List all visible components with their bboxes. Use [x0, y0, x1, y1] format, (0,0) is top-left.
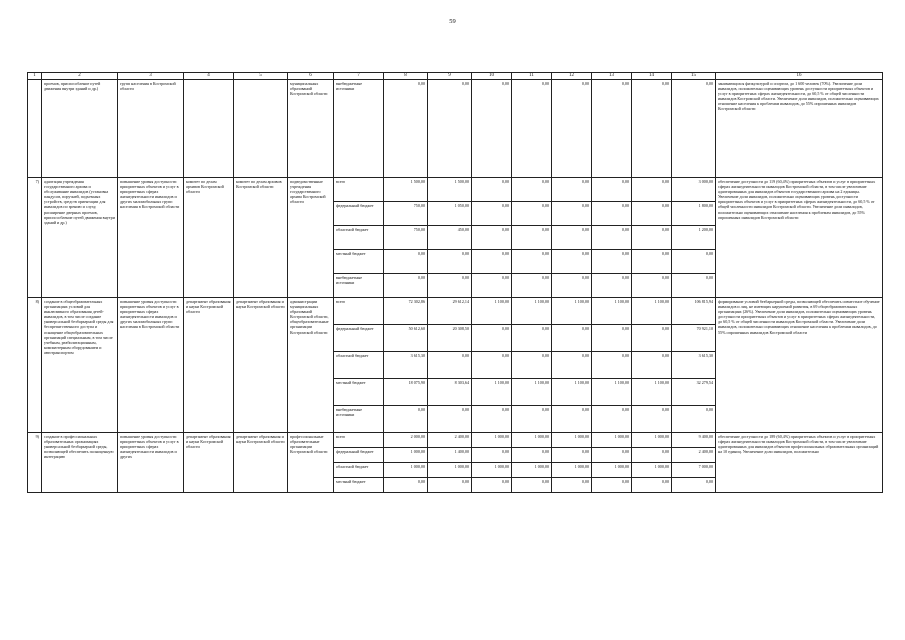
- funding-value: 0,00: [472, 352, 512, 379]
- funding-value: 0,00: [384, 274, 428, 298]
- funding-value: 0,00: [632, 226, 672, 250]
- funding-value: 0,00: [512, 448, 552, 463]
- funding-value: 0,00: [632, 448, 672, 463]
- funding-value: 1 800,00: [672, 202, 716, 226]
- responsible-agency: департамент образования и науки Костромской области: [184, 298, 234, 433]
- header-cell: 9: [428, 73, 472, 80]
- funding-value: 9 400,00: [672, 433, 716, 448]
- header-cell: 13: [592, 73, 632, 80]
- responsible-agency: комитет по делам архивов Костромской области: [184, 178, 234, 298]
- funding-value: 1 000,00: [384, 448, 428, 463]
- funding-value: 0,00: [472, 250, 512, 274]
- funding-source: всего: [334, 298, 384, 325]
- funding-value: 0,00: [592, 406, 632, 433]
- funding-value: 0,00: [632, 80, 672, 178]
- funding-value: 1 000,00: [512, 463, 552, 478]
- funding-value: 1 000,00: [512, 433, 552, 448]
- funding-value: 1 100,00: [512, 298, 552, 325]
- funding-value: 0,00: [552, 478, 592, 493]
- funding-value: 0,00: [512, 406, 552, 433]
- row-number: 7): [28, 178, 42, 298]
- funding-value: 0,00: [632, 202, 672, 226]
- responsible-agency: [184, 80, 234, 178]
- funding-value: 0,00: [472, 274, 512, 298]
- funding-value: 0,00: [384, 406, 428, 433]
- funding-value: 1 100,00: [632, 379, 672, 406]
- funding-value: 1 100,00: [592, 298, 632, 325]
- measure-goal: повышение уровня доступности приоритетных объектов и услуг в приоритетных сферах жизнедеятельности инвалидов и других маломобильных групп населения в Костромской области: [118, 298, 184, 433]
- participants: подведомственные учреждения государственного архива Костромской области: [288, 178, 334, 298]
- funding-value: 0,00: [384, 80, 428, 178]
- funding-value: 0,00: [428, 478, 472, 493]
- funding-value: 1 100,00: [552, 379, 592, 406]
- funding-source: федеральный бюджет: [334, 202, 384, 226]
- funding-value: 0,00: [472, 80, 512, 178]
- funding-value: 0,00: [592, 274, 632, 298]
- executor-agency: департамент образования и науки Костромской области: [234, 433, 288, 493]
- funding-value: 0,00: [512, 250, 552, 274]
- funding-source: всего: [334, 433, 384, 448]
- funding-value: 3 000,00: [672, 178, 716, 202]
- funding-value: 0,00: [672, 80, 716, 178]
- funding-value: 0,00: [472, 325, 512, 352]
- funding-value: 0,00: [592, 478, 632, 493]
- header-cell: 16: [716, 73, 883, 80]
- header-cell: 15: [672, 73, 716, 80]
- funding-value: 0,00: [632, 325, 672, 352]
- funding-value: 0,00: [428, 352, 472, 379]
- funding-value: 0,00: [552, 448, 592, 463]
- funding-value: 1 400,00: [428, 448, 472, 463]
- funding-source: внебюджетные источники: [334, 274, 384, 298]
- funding-value: 0,00: [472, 478, 512, 493]
- table-row: [28, 433, 883, 448]
- header-cell: 2: [42, 73, 118, 80]
- funding-value: 0,00: [592, 80, 632, 178]
- funding-value: 0,00: [552, 202, 592, 226]
- funding-value: 0,00: [472, 202, 512, 226]
- funding-value: 3 615,30: [384, 352, 428, 379]
- funding-value: 2 400,00: [672, 448, 716, 463]
- header-cell: 7: [334, 73, 384, 80]
- measure-name: создание в профессиональных образовательных организациях универсальной безбарьерной среды, позволяющей обеспечить полноценную интеграцию: [42, 433, 118, 493]
- funding-value: 72 302,86: [384, 298, 428, 325]
- funding-source: областной бюджет: [334, 226, 384, 250]
- table-row: [28, 298, 883, 325]
- funding-value: 1 200,00: [672, 226, 716, 250]
- funding-value: 2 000,00: [384, 433, 428, 448]
- participants: профессиональные образовательные организации Костромской области: [288, 433, 334, 493]
- funding-value: 1 000,00: [632, 463, 672, 478]
- funding-value: 0,00: [632, 178, 672, 202]
- measure-goal: повышение уровня доступности приоритетных объектов и услуг в приоритетных сферах жизнедеятельности инвалидов и других маломобильных групп населения в Костромской области: [118, 178, 184, 298]
- participants: администрации муниципальных образований Костромской области, общеобразовательные организации Костромской области: [288, 298, 334, 433]
- header-cell: 10: [472, 73, 512, 80]
- executor-agency: [234, 80, 288, 178]
- funding-value: 0,00: [428, 250, 472, 274]
- funding-value: 0,00: [512, 325, 552, 352]
- measure-name: адаптация учреждения государственного архива и обслуживание инвалидов (установка пандусов, поручней, подъемных устройств, средств ориентации для инвалидов по зрению и слуху, расширение дверных проемов, приспособление путей движения внутри зданий и др.): [42, 178, 118, 298]
- funding-value: 1 000,00: [592, 433, 632, 448]
- measure-goal: групп населения в Костромской области: [118, 80, 184, 178]
- funding-value: 7 000,00: [672, 463, 716, 478]
- measure-name: создание в общеобразовательных организациях условий для инклюзивного образования детей-инвалидов, в том числе создание универсальной безбарьерной среды для беспрепятственного доступа и оснащение общеобразовательных организаций специальным, в том числе учебным, реабилитационным, компьютерным оборудованием и автотранспортом: [42, 298, 118, 433]
- funding-value: 0,00: [592, 178, 632, 202]
- funding-value: 2 400,00: [428, 433, 472, 448]
- table-row: [28, 80, 883, 178]
- funding-value: 1 050,00: [428, 202, 472, 226]
- executor-agency: департамент образования и науки Костромской области: [234, 298, 288, 433]
- expected-result: обеспечение доступности до 189 (60,4%) приоритетных объектов и услуг в приоритетных сферах жизнедеятельности инвалидов Костромской области, в том числе увеличение адаптированных для инвалидов объектов профессиональных образовательных организаций на 10 единиц. Увеличение доли инвалидов, положительно: [716, 433, 883, 493]
- funding-value: 32 279,54: [672, 379, 716, 406]
- measure-name: проемов, приспособление путей движения внутри зданий и др.): [42, 80, 118, 178]
- funding-value: 0,00: [384, 250, 428, 274]
- funding-value: 18 075,90: [384, 379, 428, 406]
- funding-value: 0,00: [552, 352, 592, 379]
- funding-value: 0,00: [632, 406, 672, 433]
- funding-value: 0,00: [552, 250, 592, 274]
- funding-value: 0,00: [632, 352, 672, 379]
- program-measures-table: [27, 72, 883, 493]
- funding-source: федеральный бюджет: [334, 325, 384, 352]
- funding-value: 0,00: [512, 202, 552, 226]
- header-cell: 14: [632, 73, 672, 80]
- funding-value: 1 100,00: [472, 298, 512, 325]
- page-number: 59: [449, 18, 456, 25]
- header-cell: 5: [234, 73, 288, 80]
- header-cell: 6: [288, 73, 334, 80]
- expected-result: обеспечение доступности до 119 (60,4%) приоритетных объектов и услуг в приоритетных сферах жизнедеятельности инвалидов Костромской области, в том числе увеличение адаптированных для инвалидов объектов государственного архива на 2 единицы. Увеличение доли инвалидов, положительно оценивающих уровень доступности приоритетных объектов и услуг в приоритетных сферах жизнедеятельности, до 60,5 % от общей численности инвалидов Костромской области. Увеличение доли инвалидов, положительно оценивающих отношение населения к проблемам инвалидов, до 55% опрошенных инвалидов Костромской области: [716, 178, 883, 298]
- measure-goal: повышение уровня доступности приоритетных объектов и услуг в приоритетных сферах жизнедеятельности инвалидов и других: [118, 433, 184, 493]
- funding-value: 20 308,50: [428, 325, 472, 352]
- funding-value: 0,00: [672, 274, 716, 298]
- funding-source: всего: [334, 178, 384, 202]
- funding-value: 0,00: [552, 406, 592, 433]
- funding-value: 0,00: [428, 274, 472, 298]
- row-number: 9): [28, 433, 42, 493]
- funding-value: 0,00: [384, 478, 428, 493]
- funding-value: 0,00: [632, 250, 672, 274]
- funding-value: 0,00: [632, 478, 672, 493]
- funding-value: 0,00: [512, 80, 552, 178]
- header-cell: 3: [118, 73, 184, 80]
- funding-value: 29 612,14: [428, 298, 472, 325]
- table-row: [28, 178, 883, 202]
- header-cell: 1: [28, 73, 42, 80]
- header-row: [28, 73, 883, 80]
- funding-value: 0,00: [592, 226, 632, 250]
- funding-value: 0,00: [592, 202, 632, 226]
- funding-value: 0,00: [592, 352, 632, 379]
- funding-value: 0,00: [552, 226, 592, 250]
- funding-value: 750,00: [384, 226, 428, 250]
- funding-value: 3 615,30: [672, 352, 716, 379]
- funding-value: 0,00: [472, 178, 512, 202]
- funding-value: 1 100,00: [592, 379, 632, 406]
- funding-value: 0,00: [552, 178, 592, 202]
- funding-value: 0,00: [472, 226, 512, 250]
- funding-source: внебюджетные источники: [334, 406, 384, 433]
- row-number: 8): [28, 298, 42, 433]
- funding-value: 1 100,00: [472, 379, 512, 406]
- funding-value: 1 000,00: [472, 463, 512, 478]
- funding-source: областной бюджет: [334, 463, 384, 478]
- funding-value: 1 000,00: [632, 433, 672, 448]
- funding-value: 0,00: [552, 325, 592, 352]
- expected-result: формирование условий безбарьерной среды, позволяющей обеспечить совместное обучение инвалидов и лиц, не имеющих нарушений развития, в 69 общеобразовательных организациях (26%). Увеличение доли инвалидов, положительно оценивающих уровень доступности приоритетных объектов и услуг в приоритетных сферах жизнедеятельности, до 60,5 % от общей численности инвалидов Костромской области. Увеличение доли инвалидов, положительно оценивающих отношение населения к проблемам инвалидов, до 55% опрошенных инвалидов Костромской области: [716, 298, 883, 433]
- funding-value: 450,00: [428, 226, 472, 250]
- funding-value: 0,00: [672, 250, 716, 274]
- responsible-agency: департамент образования и науки Костромской области: [184, 433, 234, 493]
- funding-value: 0,00: [552, 274, 592, 298]
- funding-value: 0,00: [672, 406, 716, 433]
- funding-value: 1 000,00: [552, 433, 592, 448]
- funding-value: 0,00: [512, 352, 552, 379]
- funding-value: 0,00: [592, 250, 632, 274]
- row-number: [28, 80, 42, 178]
- header-cell: 4: [184, 73, 234, 80]
- funding-value: 0,00: [428, 80, 472, 178]
- funding-source: областной бюджет: [334, 352, 384, 379]
- funding-value: 0,00: [672, 478, 716, 493]
- funding-value: 1 000,00: [384, 463, 428, 478]
- funding-value: 0,00: [512, 274, 552, 298]
- funding-source: федеральный бюджет: [334, 448, 384, 463]
- funding-value: 1 500,00: [384, 178, 428, 202]
- funding-value: 0,00: [428, 406, 472, 433]
- funding-value: 1 000,00: [428, 463, 472, 478]
- funding-value: 0,00: [512, 478, 552, 493]
- funding-value: 0,00: [632, 274, 672, 298]
- funding-value: 0,00: [472, 448, 512, 463]
- executor-agency: комитет по делам архивов Костромской области: [234, 178, 288, 298]
- funding-value: 0,00: [552, 80, 592, 178]
- funding-value: 0,00: [592, 448, 632, 463]
- funding-value: 70 921,10: [672, 325, 716, 352]
- funding-value: 0,00: [512, 226, 552, 250]
- funding-value: 0,00: [592, 325, 632, 352]
- funding-value: 1 000,00: [552, 463, 592, 478]
- header-cell: 12: [552, 73, 592, 80]
- funding-source: внебюджетные источники: [334, 80, 384, 178]
- funding-value: 1 000,00: [472, 433, 512, 448]
- funding-value: 0,00: [512, 178, 552, 202]
- funding-value: 1 100,00: [512, 379, 552, 406]
- funding-value: 1 500,00: [428, 178, 472, 202]
- funding-value: 1 000,00: [592, 463, 632, 478]
- funding-value: 1 100,00: [552, 298, 592, 325]
- expected-result: занимающихся физкультурой и спортом, до 1 600 человек (70%). Увеличение доли инвалидов, положительно оценивающих уровень доступности приоритетных объектов и услуг в приоритетных сферах жизнедеятельности, до 60,5 % от общей численности инвалидов Костромской области. Увеличение доли инвалидов, положительно оценивающих отношение населения к проблемам инвалидов, до 55% опрошенных инвалидов Костромской области: [716, 80, 883, 178]
- funding-value: 106 815,94: [672, 298, 716, 325]
- funding-value: 0,00: [472, 406, 512, 433]
- funding-value: 1 100,00: [632, 298, 672, 325]
- funding-value: 750,00: [384, 202, 428, 226]
- funding-source: местный бюджет: [334, 478, 384, 493]
- participants: муниципальных образований Костромской области: [288, 80, 334, 178]
- header-cell: 8: [384, 73, 428, 80]
- funding-value: 50 612,60: [384, 325, 428, 352]
- funding-value: 8 303,64: [428, 379, 472, 406]
- header-cell: 11: [512, 73, 552, 80]
- funding-source: местный бюджет: [334, 250, 384, 274]
- funding-source: местный бюджет: [334, 379, 384, 406]
